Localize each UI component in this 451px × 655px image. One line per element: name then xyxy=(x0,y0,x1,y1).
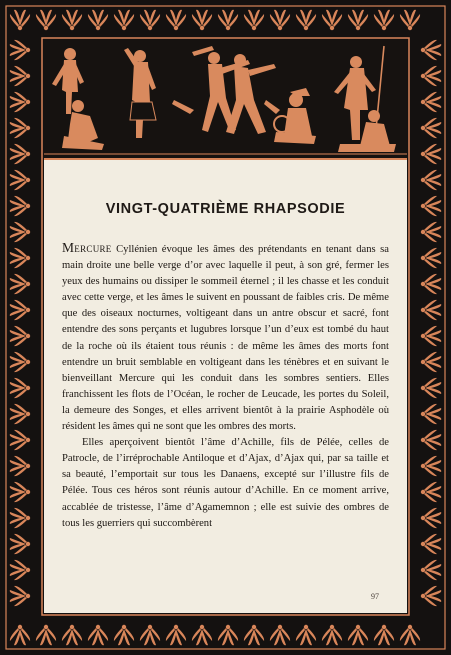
palmette-ornament xyxy=(421,40,441,60)
palmette-ornament xyxy=(10,196,30,216)
palmette-ornament xyxy=(62,625,82,645)
palmette-ornament xyxy=(10,274,30,294)
palmette-ornament xyxy=(348,10,368,30)
text-panel xyxy=(44,160,407,613)
palmette-ornament xyxy=(10,170,30,190)
palmette-ornament xyxy=(10,144,30,164)
palmette-ornament xyxy=(114,10,134,30)
palmette-ornament xyxy=(421,378,441,398)
palmette-ornament xyxy=(421,482,441,502)
palmette-ornament xyxy=(348,625,368,645)
palmette-ornament xyxy=(10,508,30,528)
palmette-ornament xyxy=(421,534,441,554)
palmette-ornament xyxy=(421,508,441,528)
palmette-ornament xyxy=(244,10,264,30)
palmette-ornament xyxy=(10,352,30,372)
palmette-ornament xyxy=(270,625,290,645)
palmette-ornament xyxy=(10,10,30,30)
palmette-ornament xyxy=(296,10,316,30)
palmette-ornament xyxy=(421,326,441,346)
palmette-ornament xyxy=(400,625,420,645)
palmette-ornament xyxy=(10,326,30,346)
lead-word: Mercure xyxy=(62,240,112,255)
palmette-ornament xyxy=(140,625,160,645)
palmette-ornament xyxy=(10,482,30,502)
palmette-ornament xyxy=(421,300,441,320)
palmette-ornament xyxy=(10,430,30,450)
palmette-ornament xyxy=(421,586,441,606)
palmette-ornament xyxy=(10,404,30,424)
paragraph-2: Elles aperçoivent bientôt l’âme d’Achille, fils de Pélée, celles de Patrocle, de l’irréprochable Antiloque et d’Ajax, d’Ajax qui, par sa taille et sa beauté, l’emportait sur tous les Danaens, excepté sur l’illustre fils de Pélée. Tous ces héros sont réunis autour d’Achille. En ce moment arrive, accablée de tristesse, l’âme d’Agamemnon ; elle est suivie des ombres de tous les guerriers qui succombèrent xyxy=(62,437,389,529)
page-number: 97 xyxy=(371,592,379,601)
palmette-ornament xyxy=(218,10,238,30)
palmette-ornament xyxy=(114,625,134,645)
paragraph-1-text: Cyllénien évoque les âmes des prétendants en tenant dans sa main droite une belle verge d’or avec laquelle il peut, à son gré, fermer les yeux des humains ou dissiper le sommeil éternel ; il les chasse et les conduit avec cette verge, et les âmes le suivent en poussant de faibles cris. De même que des oiseaux nocturnes, voltigeant dans un antre obscur et sacré, font entendre des sons perçants et lugubres lorsque l’un d’eux est tombé du haut de la roche où ils étaient tous réunis : de même les âmes des morts font entendre un bruit semblable en voltigeant dans les ténèbres et en suivant le bienveillant Mercure qui les conduit dans les sombres sentiers. Elles franchissent les flots de l’Océan, le rocher de Leucade, les portes du Soleil, la demeure des Songes, et elles arrivent bientôt à la prairie Asphodèle où résident les âmes qui ne sont que les ombres des morts. xyxy=(62,244,389,433)
palmette-ornament xyxy=(421,352,441,372)
palmette-ornament xyxy=(62,10,82,30)
palmette-ornament xyxy=(36,10,56,30)
body-text xyxy=(62,240,389,532)
palmette-ornament xyxy=(421,404,441,424)
palmette-ornament xyxy=(88,10,108,30)
palmette-ornament xyxy=(270,10,290,30)
palmette-ornament xyxy=(421,248,441,268)
palmette-ornament xyxy=(140,10,160,30)
palmette-ornament xyxy=(421,66,441,86)
palmette-ornament xyxy=(10,378,30,398)
palmette-ornament xyxy=(374,10,394,30)
palmette-ornament xyxy=(421,222,441,242)
palmette-ornament xyxy=(322,10,342,30)
palmette-ornament xyxy=(10,560,30,580)
palmette-ornament xyxy=(10,586,30,606)
palmette-ornament xyxy=(421,560,441,580)
palmette-ornament xyxy=(10,534,30,554)
palmette-ornament xyxy=(10,456,30,476)
chapter-title: VINGT-QUATRIÈME RHAPSODIE xyxy=(105,201,346,217)
palmette-ornament xyxy=(421,170,441,190)
paragraph-1 xyxy=(62,240,389,435)
palmette-ornament xyxy=(10,40,30,60)
palmette-ornament xyxy=(421,92,441,112)
palmette-ornament xyxy=(166,10,186,30)
palmette-ornament xyxy=(36,625,56,645)
palmette-ornament xyxy=(421,456,441,476)
palmette-ornament xyxy=(10,118,30,138)
palmette-ornament xyxy=(421,196,441,216)
palmette-ornament xyxy=(421,274,441,294)
palmette-ornament xyxy=(10,625,30,645)
palmette-ornament xyxy=(244,625,264,645)
palmette-ornament xyxy=(88,625,108,645)
palmette-ornament xyxy=(192,10,212,30)
palmette-ornament xyxy=(421,430,441,450)
palmette-ornament xyxy=(10,248,30,268)
figure-scene-illustration xyxy=(44,40,407,160)
palmette-ornament xyxy=(374,625,394,645)
palmette-ornament xyxy=(10,222,30,242)
palmette-ornament xyxy=(10,66,30,86)
palmette-ornament xyxy=(192,625,212,645)
palmette-ornament xyxy=(421,118,441,138)
palmette-ornament xyxy=(166,625,186,645)
palmette-ornament xyxy=(322,625,342,645)
palmette-ornament xyxy=(400,10,420,30)
palmette-ornament xyxy=(296,625,316,645)
palmette-ornament xyxy=(10,92,30,112)
palmette-ornament xyxy=(421,144,441,164)
palmette-ornament xyxy=(218,625,238,645)
palmette-ornament xyxy=(10,300,30,320)
